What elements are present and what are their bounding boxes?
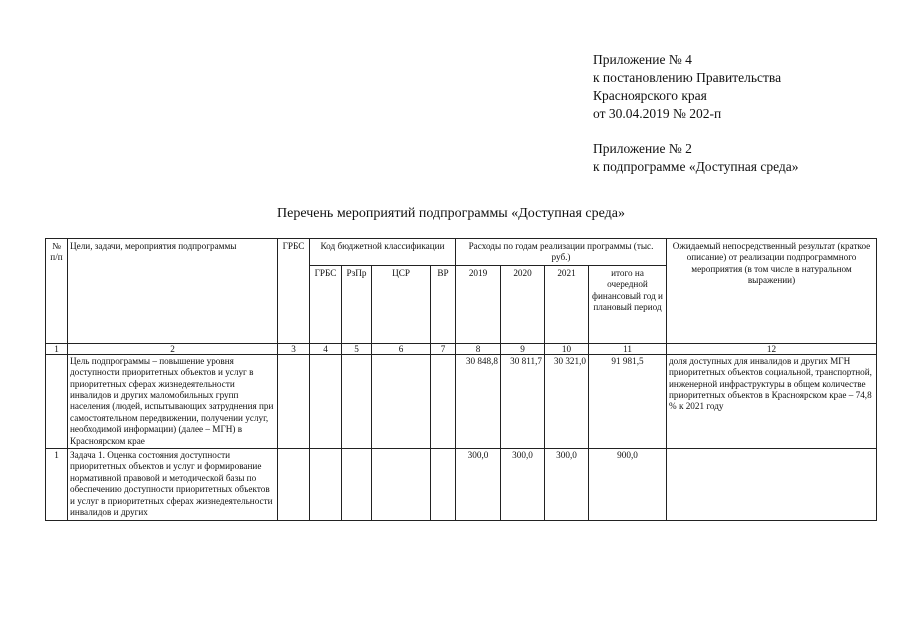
annex-main-line-4: от 30.04.2019 № 202-п — [593, 106, 722, 121]
column-number: 7 — [431, 343, 456, 354]
header-rzpr: РзПр — [342, 265, 372, 343]
column-number: 9 — [501, 343, 545, 354]
header-csr: ЦСР — [372, 265, 431, 343]
column-number: 2 — [68, 343, 278, 354]
column-number: 3 — [278, 343, 310, 354]
header-expenses: Расходы по годам реализации программы (тыс. руб.) — [456, 239, 667, 266]
row-result: доля доступных для инвалидов и других МГН приоритетных объектов социальной, транспортной, инженерной инфраструктуры в общем количестве приоритетных объектов в Красноярском крае – 74,8 % к 2021 году — [667, 354, 877, 448]
header-goals: Цели, задачи, мероприятия подпрограммы — [68, 239, 278, 344]
row-rzpr — [342, 449, 372, 520]
header-2019: 2019 — [456, 265, 501, 343]
header-grbs-sub: ГРБС — [310, 265, 342, 343]
annex-sub-heading — [593, 140, 799, 176]
column-number: 1 — [46, 343, 68, 354]
document-title: Перечень мероприятий подпрограммы «Доступная среда» — [277, 206, 625, 221]
header-result: Ожидаемый непосредственный результат (краткое описание) от реализации подпрограммного мероприятия (в том числе в натуральном выражении) — [667, 239, 877, 344]
column-number: 10 — [545, 343, 589, 354]
activities-table — [45, 238, 877, 521]
row-total: 91 981,5 — [589, 354, 667, 448]
row-grbs — [278, 354, 310, 448]
annex-main-heading — [593, 51, 781, 123]
row-text: Цель подпрограммы – повышение уровня доступности приоритетных объектов и услуг в приоритетных сферах жизнедеятельности инвалидов и других маломобильных групп населения (людей, испытывающих затруднения при самостоятельном передвижении, получении услуг, необходимой информации) (далее – МГН) в Красноярском крае — [68, 354, 278, 448]
row-num — [46, 354, 68, 448]
row-total: 900,0 — [589, 449, 667, 520]
header-2020: 2020 — [501, 265, 545, 343]
row-rzpr — [342, 354, 372, 448]
row-result — [667, 449, 877, 520]
column-number: 6 — [372, 343, 431, 354]
header-budget-code: Код бюджетной классификации — [310, 239, 456, 266]
annex-sub-line-1: Приложение № 2 — [593, 141, 692, 156]
row-csr — [372, 449, 431, 520]
column-number: 8 — [456, 343, 501, 354]
column-numbers-row — [46, 343, 877, 354]
column-number: 11 — [589, 343, 667, 354]
row-2020: 30 811,7 — [501, 354, 545, 448]
row-2019: 300,0 — [456, 449, 501, 520]
row-grbs-sub — [310, 354, 342, 448]
row-num: 1 — [46, 449, 68, 520]
column-number: 12 — [667, 343, 877, 354]
row-2019: 30 848,8 — [456, 354, 501, 448]
column-number: 4 — [310, 343, 342, 354]
header-total: итого на очередной финансовый год и плановый период — [589, 265, 667, 343]
row-2021: 300,0 — [545, 449, 589, 520]
header-2021: 2021 — [545, 265, 589, 343]
header-grbs: ГРБС — [278, 239, 310, 344]
row-grbs — [278, 449, 310, 520]
table-row-goal — [46, 354, 877, 448]
table-header-row-1 — [46, 239, 877, 266]
row-vr — [431, 449, 456, 520]
annex-main-line-1: Приложение № 4 — [593, 52, 692, 67]
row-2020: 300,0 — [501, 449, 545, 520]
row-grbs-sub — [310, 449, 342, 520]
annex-main-line-3: Красноярского края — [593, 88, 707, 103]
row-text: Задача 1. Оценка состояния доступности приоритетных объектов и услуг и формирование нормативной правовой и методической базы по обеспечению доступности приоритетных объектов и услуг в приоритетных сферах жизнедеятельности инвалидов и других — [68, 449, 278, 520]
column-number: 5 — [342, 343, 372, 354]
row-2021: 30 321,0 — [545, 354, 589, 448]
header-num: № п/п — [46, 239, 68, 344]
annex-sub-line-2: к подпрограмме «Доступная среда» — [593, 159, 799, 174]
table-row-task-1 — [46, 449, 877, 520]
row-vr — [431, 354, 456, 448]
header-vr: ВР — [431, 265, 456, 343]
row-csr — [372, 354, 431, 448]
annex-main-line-2: к постановлению Правительства — [593, 70, 782, 85]
